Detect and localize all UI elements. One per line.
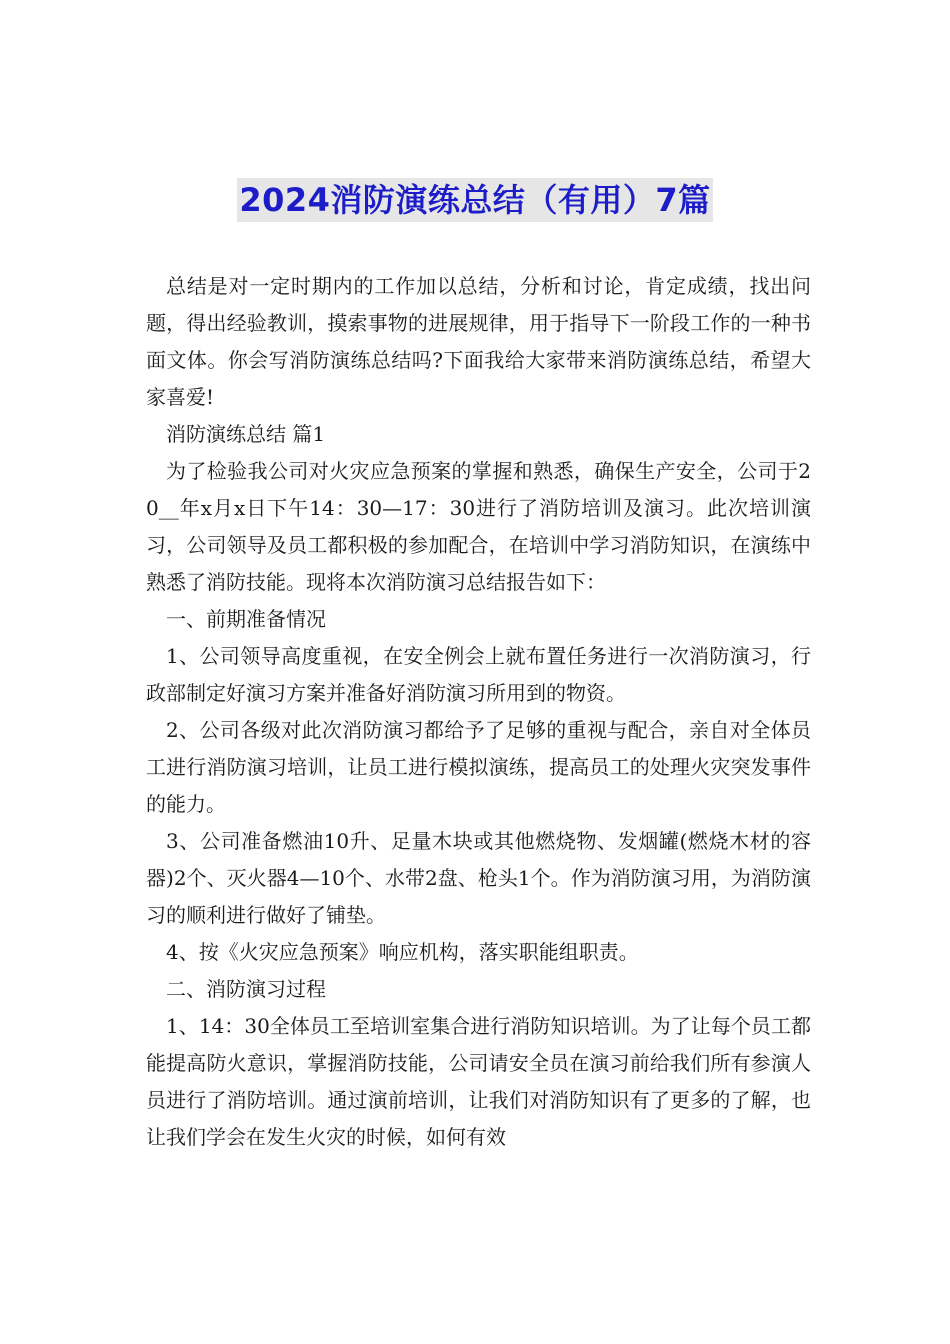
title-container — [0, 178, 950, 222]
list-item: 1、公司领导高度重视，在安全例会上就布置任务进行一次消防演习，行政部制定好演习方案并准备好消防演习所用到的物资。 — [146, 644, 811, 705]
document-title: 2024消防演练总结（有用）7篇 — [237, 178, 712, 222]
list-item: 3、公司准备燃油10升、足量木块或其他燃烧物、发烟罐(燃烧木材的容器)2个、灭火器4—10个、水带2盘、枪头1个。作为消防演习用，为消防演习的顺利进行做好了铺垫。 — [146, 829, 811, 927]
list-item: 1、14：30全体员工至培训室集合进行消防知识培训。为了让每个员工都能提高防火意识，掌握消防技能，公司请安全员在演习前给我们所有参演人员进行了消防培训。通过演前培训，让我们对消防知识有了更多的了解，也让我们学会在发生火灾的时候，如何有效 — [146, 1014, 811, 1149]
document-body — [146, 268, 811, 1156]
paragraph-intro: 总结是对一定时期内的工作加以总结，分析和讨论，肯定成绩，找出问题，得出经验教训，摸索事物的进展规律，用于指导下一阶段工作的一种书面文体。你会写消防演练总结吗?下面我给大家带来消防演练总结，希望大家喜爱! — [146, 274, 811, 409]
paragraph: 为了检验我公司对火灾应急预案的掌握和熟悉，确保生产安全，公司于20__年x月x日下午14：30—17：30进行了消防培训及演习。此次培训演习，公司领导及员工都积极的参加配合，在培训中学习消防知识，在演练中熟悉了消防技能。现将本次消防演习总结报告如下： — [146, 459, 811, 594]
subsection-heading: 二、消防演习过程 — [166, 977, 326, 1001]
subsection-heading: 一、前期准备情况 — [166, 607, 326, 631]
section-heading: 消防演练总结 篇1 — [166, 422, 326, 446]
list-item: 4、按《火灾应急预案》响应机构，落实职能组职责。 — [166, 940, 639, 964]
list-item: 2、公司各级对此次消防演习都给予了足够的重视与配合，亲自对全体员工进行消防演习培训，让员工进行模拟演练，提高员工的处理火灾突发事件的能力。 — [146, 718, 811, 816]
